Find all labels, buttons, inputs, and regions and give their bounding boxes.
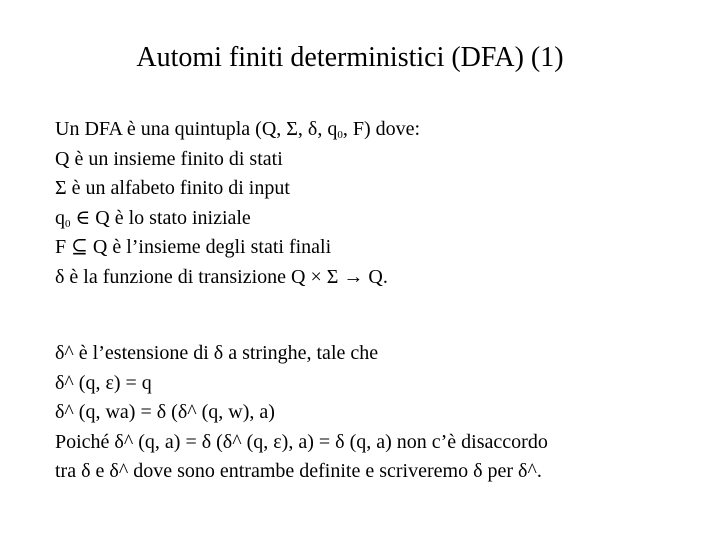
alphabet-line: Σ è un alfabeto finito di input	[55, 177, 290, 199]
transition-function-line: δ è la funzione di transizione Q × Σ → Q.	[55, 265, 388, 288]
initial-state-text: ∈ Q è lo stato iniziale	[70, 206, 251, 229]
extension-line-3: δ^ (q, wa) = δ (δ^ (q, w), a)	[55, 401, 275, 423]
extension-line-5: tra δ e δ^ dove sono entrambe definite e scriveremo δ per δ^.	[55, 460, 542, 482]
extension-block	[55, 339, 695, 487]
initial-state-subscript: 0	[65, 217, 71, 230]
initial-state-line	[55, 204, 695, 234]
states-line: Q è un insieme finito di stati	[55, 147, 283, 170]
slide-title: Automi finiti deterministici (DFA) (1)	[136, 42, 564, 73]
intro-text: Un DFA è una quintupla (Q, Σ, δ, q	[55, 118, 338, 140]
intro-subscript: 0	[337, 129, 343, 141]
definition-block	[55, 115, 695, 292]
extension-line-2: δ^ (q, ε) = q	[55, 371, 152, 394]
extension-line-4: Poiché δ^ (q, a) = δ (δ^ (q, ε), a) = δ (q, a) non c’è disaccordo	[55, 430, 548, 453]
final-states-line: F ⊆ Q è l’insieme degli stati finali	[55, 236, 332, 258]
intro-text-end: , F) dove:	[342, 118, 421, 140]
initial-state-symbol: q	[55, 206, 65, 229]
definition-intro	[55, 115, 695, 145]
extension-line-1: δ^ è l’estensione di δ a stringhe, tale che	[55, 342, 379, 364]
